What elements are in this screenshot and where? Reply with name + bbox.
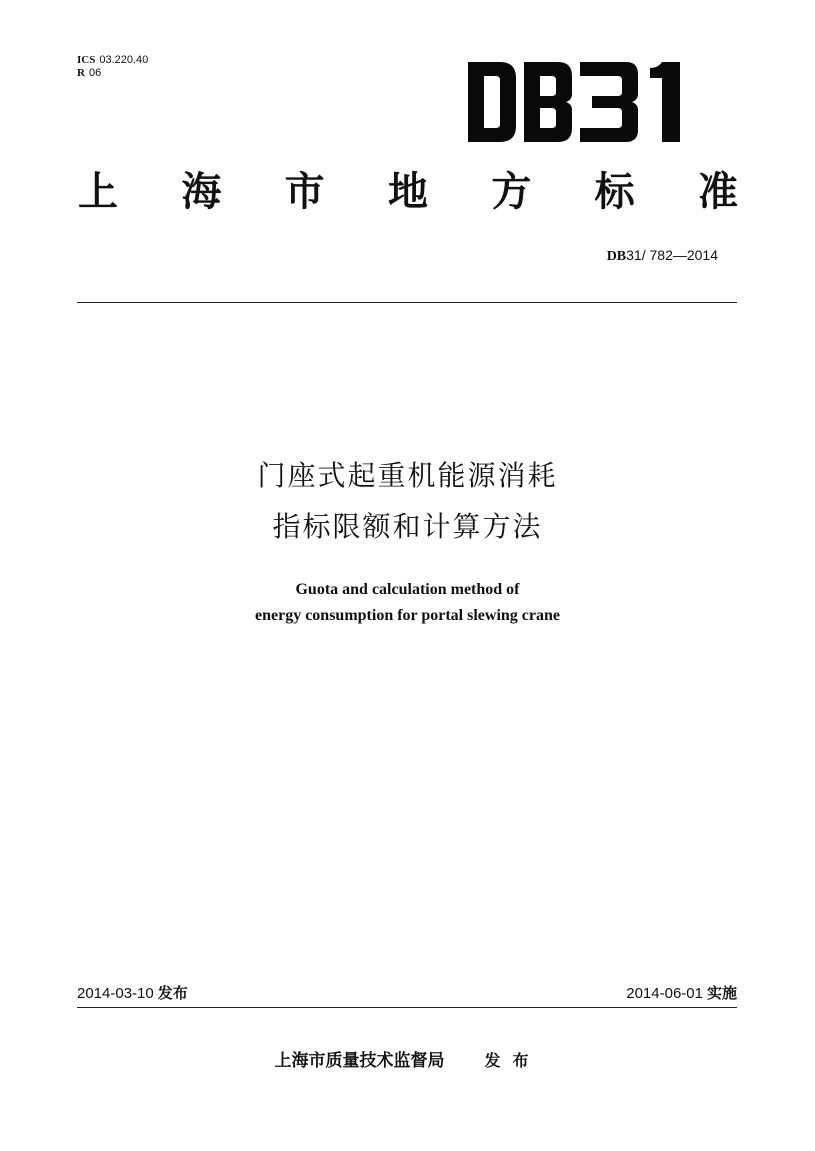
document-number xyxy=(607,247,718,265)
standard-type-title xyxy=(78,167,738,217)
ics-code xyxy=(77,54,148,67)
standard-type-char: 地 xyxy=(387,169,428,215)
issuer-name: 上海市质量技术监督局 xyxy=(274,1051,445,1071)
standard-type-char: 市 xyxy=(284,169,325,215)
footer-divider xyxy=(77,1007,737,1008)
title-en-line1: Guota and calculation method of xyxy=(295,581,520,598)
title-cn-line2: 指标限额和计算方法 xyxy=(272,510,543,543)
r-value: 06 xyxy=(88,67,102,79)
effective-date xyxy=(626,982,737,1003)
effective-date-value: 2014-06-01 xyxy=(626,985,703,1002)
r-label: R xyxy=(77,67,85,79)
issuer xyxy=(0,1046,815,1071)
r-code xyxy=(77,67,101,80)
standard-type-char: 准 xyxy=(697,169,738,215)
standard-type-char: 标 xyxy=(594,169,635,215)
ics-label: ICS xyxy=(77,54,96,66)
ics-value: 03.220.40 xyxy=(99,54,149,66)
standard-type-char: 方 xyxy=(491,169,532,215)
issue-date-label: 发布 xyxy=(157,984,188,1002)
title-en-line2: energy consumption for portal slewing crane xyxy=(254,607,560,624)
standard-type-char: 上 xyxy=(78,169,118,215)
title-cn-line1: 门座式起重机能源消耗 xyxy=(257,459,558,492)
effective-date-label: 实施 xyxy=(706,984,737,1002)
issue-date-value: 2014-03-10 xyxy=(77,985,154,1002)
standard-type-char: 海 xyxy=(181,169,222,215)
issuer-action: 发布 xyxy=(484,1051,541,1070)
document-number-prefix: DB xyxy=(606,249,627,264)
header-divider xyxy=(77,302,737,303)
db31-logo xyxy=(466,60,694,144)
issue-date xyxy=(77,982,188,1003)
document-number-rest: 31/ 782—2014 xyxy=(626,247,718,263)
